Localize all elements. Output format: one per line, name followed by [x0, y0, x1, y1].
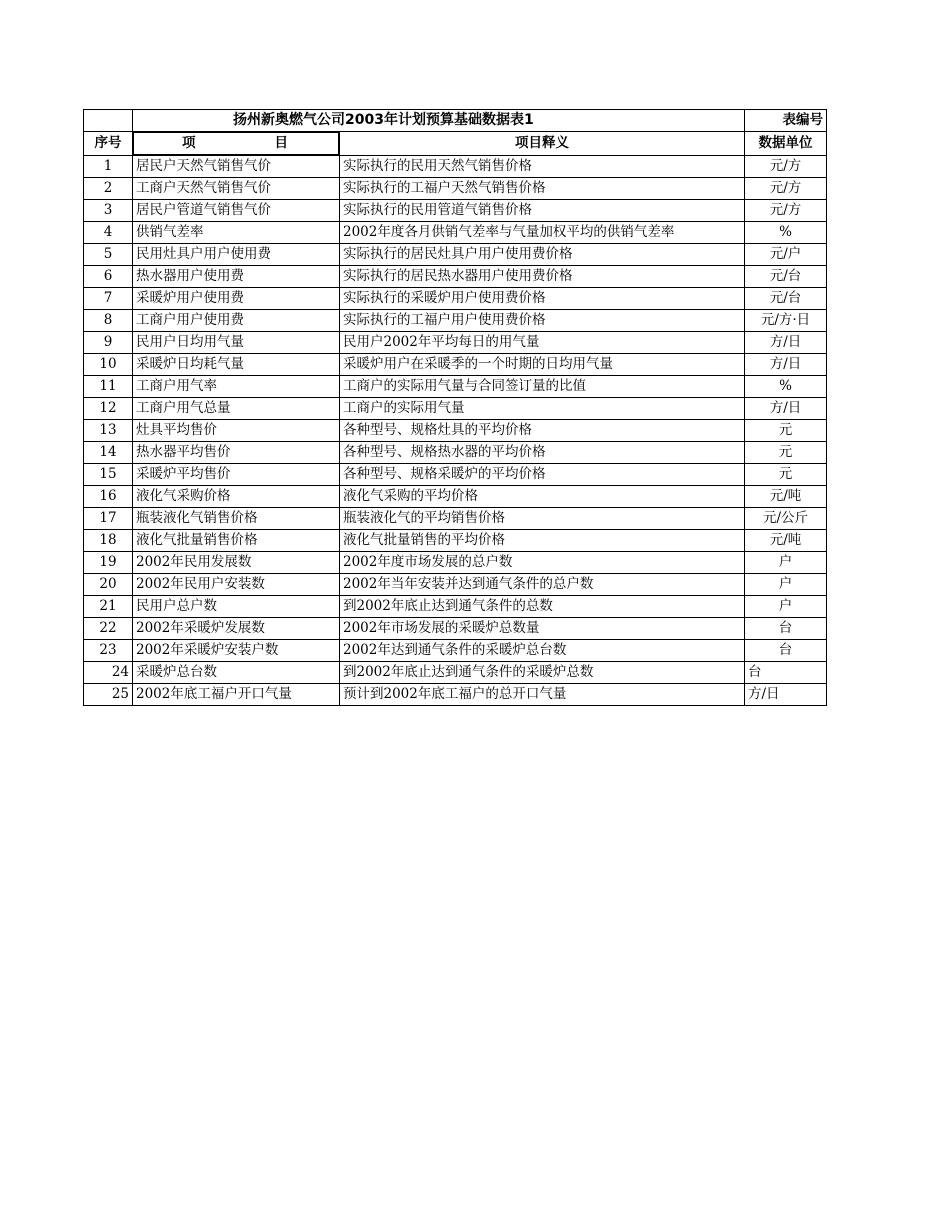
- table-row: [84, 508, 827, 530]
- row-number-cell[interactable]: 10: [84, 354, 133, 376]
- unit-cell[interactable]: 台: [745, 662, 827, 684]
- unit-cell[interactable]: %: [745, 222, 827, 244]
- sheet-body: [84, 110, 827, 706]
- table-row: [84, 552, 827, 574]
- table-row: [84, 464, 827, 486]
- item-name-cell[interactable]: 采暖炉平均售价: [133, 464, 340, 486]
- item-description-cell[interactable]: 2002年度市场发展的总户数: [340, 552, 745, 574]
- row-number-cell[interactable]: 22: [84, 618, 133, 640]
- table-row: [84, 332, 827, 354]
- table-row: [84, 288, 827, 310]
- table-row: [84, 354, 827, 376]
- table-row: [84, 156, 827, 178]
- unit-cell[interactable]: %: [745, 376, 827, 398]
- item-name-cell[interactable]: 灶具平均售价: [133, 420, 340, 442]
- item-description-cell[interactable]: 实际执行的工福户天然气销售价格: [340, 178, 745, 200]
- item-name-cell[interactable]: 2002年采暖炉安装户数: [133, 640, 340, 662]
- row-number-cell[interactable]: 4: [84, 222, 133, 244]
- header-description[interactable]: 项目释义: [340, 132, 745, 156]
- item-description-cell[interactable]: 民用户2002年平均每日的用气量: [340, 332, 745, 354]
- item-name-cell[interactable]: 工商户用气总量: [133, 398, 340, 420]
- item-description-cell[interactable]: 2002年达到通气条件的采暖炉总台数: [340, 640, 745, 662]
- unit-cell[interactable]: 方/日: [745, 332, 827, 354]
- unit-cell[interactable]: 台: [745, 640, 827, 662]
- item-name-cell[interactable]: 采暖炉用户使用费: [133, 288, 340, 310]
- row-number-cell[interactable]: 17: [84, 508, 133, 530]
- table-row: [84, 200, 827, 222]
- header-unit[interactable]: 数据单位: [745, 132, 827, 156]
- data-sheet: [83, 109, 827, 706]
- row-number-cell[interactable]: 21: [84, 596, 133, 618]
- item-description-cell[interactable]: 各种型号、规格热水器的平均价格: [340, 442, 745, 464]
- unit-cell[interactable]: 元/台: [745, 288, 827, 310]
- row-number-cell[interactable]: 20: [84, 574, 133, 596]
- table-row: [84, 420, 827, 442]
- unit-cell[interactable]: 方/日: [745, 354, 827, 376]
- header-item-left: 项: [182, 135, 196, 151]
- item-description-cell[interactable]: 2002年当年安装并达到通气条件的总户数: [340, 574, 745, 596]
- table-row: [84, 376, 827, 398]
- table-row: [84, 486, 827, 508]
- item-description-cell[interactable]: 实际执行的居民灶具户用户使用费价格: [340, 244, 745, 266]
- unit-cell[interactable]: 户: [745, 574, 827, 596]
- item-description-cell[interactable]: 预计到2002年底工福户的总开口气量: [340, 684, 745, 706]
- item-description-cell[interactable]: 液化气采购的平均价格: [340, 486, 745, 508]
- item-description-cell[interactable]: 2002年度各月供销气差率与气量加权平均的供销气差率: [340, 222, 745, 244]
- item-name-cell[interactable]: 民用户总户数: [133, 596, 340, 618]
- row-number-cell[interactable]: 2: [84, 178, 133, 200]
- item-name-cell[interactable]: 2002年底工福户开口气量: [133, 684, 340, 706]
- item-name-cell[interactable]: 采暖炉总台数: [133, 662, 340, 684]
- row-number-cell[interactable]: 24: [84, 662, 133, 684]
- title-blank-cell[interactable]: [84, 110, 133, 132]
- row-number-cell[interactable]: 7: [84, 288, 133, 310]
- unit-cell[interactable]: 户: [745, 552, 827, 574]
- row-number-cell[interactable]: 25: [84, 684, 133, 706]
- row-number-cell[interactable]: 9: [84, 332, 133, 354]
- header-item[interactable]: [133, 132, 339, 155]
- item-description-cell[interactable]: 采暖炉用户在采暖季的一个时期的日均用气量: [340, 354, 745, 376]
- unit-cell[interactable]: 元/台: [745, 266, 827, 288]
- unit-cell[interactable]: 元/方·日: [745, 310, 827, 332]
- item-name-cell[interactable]: 居民户管道气销售气价: [133, 200, 340, 222]
- item-name-cell[interactable]: 液化气采购价格: [133, 486, 340, 508]
- row-number-cell[interactable]: 1: [84, 156, 133, 178]
- item-description-cell[interactable]: 工商户的实际用气量与合同签订量的比值: [340, 376, 745, 398]
- title-cell[interactable]: [133, 110, 745, 132]
- item-name-cell[interactable]: 供销气差率: [133, 222, 340, 244]
- item-name-cell[interactable]: 瓶装液化气销售价格: [133, 508, 340, 530]
- item-name-cell[interactable]: 民用灶具户用户使用费: [133, 244, 340, 266]
- row-number-cell[interactable]: 13: [84, 420, 133, 442]
- item-name-cell[interactable]: 2002年采暖炉发展数: [133, 618, 340, 640]
- item-description-cell[interactable]: 各种型号、规格灶具的平均价格: [340, 420, 745, 442]
- row-number-cell[interactable]: 23: [84, 640, 133, 662]
- item-description-cell[interactable]: 实际执行的居民热水器用户使用费价格: [340, 266, 745, 288]
- item-name-cell[interactable]: 2002年民用户安装数: [133, 574, 340, 596]
- item-name-cell[interactable]: 热水器用户使用费: [133, 266, 340, 288]
- item-name-cell[interactable]: 热水器平均售价: [133, 442, 340, 464]
- item-description-cell[interactable]: 各种型号、规格采暖炉的平均价格: [340, 464, 745, 486]
- unit-cell[interactable]: 方/日: [745, 684, 827, 706]
- unit-cell[interactable]: 元/方: [745, 178, 827, 200]
- item-description-cell[interactable]: 瓶装液化气的平均销售价格: [340, 508, 745, 530]
- table-row: [84, 662, 827, 684]
- table-row: [84, 442, 827, 464]
- row-number-cell[interactable]: 11: [84, 376, 133, 398]
- item-description-cell[interactable]: 到2002年底止达到通气条件的采暖炉总数: [340, 662, 745, 684]
- item-description-cell[interactable]: 液化气批量销售的平均价格: [340, 530, 745, 552]
- unit-cell[interactable]: 元/吨: [745, 530, 827, 552]
- table-row: [84, 684, 827, 706]
- item-name-cell[interactable]: 2002年民用发展数: [133, 552, 340, 574]
- title-row: [84, 110, 827, 132]
- item-name-cell[interactable]: 居民户天然气销售气价: [133, 156, 340, 178]
- row-number-cell[interactable]: 19: [84, 552, 133, 574]
- item-name-cell[interactable]: 工商户天然气销售气价: [133, 178, 340, 200]
- table-row: [84, 618, 827, 640]
- item-name-cell[interactable]: 工商户用户使用费: [133, 310, 340, 332]
- unit-cell[interactable]: 台: [745, 618, 827, 640]
- item-description-cell[interactable]: 到2002年底止达到通气条件的总数: [340, 596, 745, 618]
- unit-cell[interactable]: 元/方: [745, 156, 827, 178]
- table-row: [84, 244, 827, 266]
- unit-cell[interactable]: 元/方: [745, 200, 827, 222]
- row-number-cell[interactable]: 16: [84, 486, 133, 508]
- item-description-cell[interactable]: 实际执行的工福户用户使用费价格: [340, 310, 745, 332]
- item-name-cell[interactable]: 采暖炉日均耗气量: [133, 354, 340, 376]
- table-row: [84, 596, 827, 618]
- unit-cell[interactable]: 元: [745, 442, 827, 464]
- header-row: [84, 132, 827, 156]
- table-row: [84, 178, 827, 200]
- table-row: [84, 530, 827, 552]
- row-number-cell[interactable]: 12: [84, 398, 133, 420]
- unit-cell[interactable]: 元/户: [745, 244, 827, 266]
- item-description-cell[interactable]: 实际执行的民用天然气销售价格: [340, 156, 745, 178]
- item-description-cell[interactable]: 实际执行的民用管道气销售价格: [340, 200, 745, 222]
- header-no[interactable]: 序号: [84, 132, 133, 156]
- row-number-cell[interactable]: 5: [84, 244, 133, 266]
- unit-cell[interactable]: 元: [745, 420, 827, 442]
- unit-cell[interactable]: 元: [745, 464, 827, 486]
- form-number-label[interactable]: 表编号: [745, 110, 827, 132]
- unit-cell[interactable]: 元/吨: [745, 486, 827, 508]
- table-row: [84, 310, 827, 332]
- item-name-cell[interactable]: 液化气批量销售价格: [133, 530, 340, 552]
- sheet-title: 扬州新奥燃气公司2003年计划预算基础数据表1: [233, 112, 534, 128]
- item-description-cell[interactable]: 2002年市场发展的采暖炉总数量: [340, 618, 745, 640]
- unit-cell[interactable]: 户: [745, 596, 827, 618]
- table-row: [84, 398, 827, 420]
- row-number-cell[interactable]: 18: [84, 530, 133, 552]
- table-row: [84, 222, 827, 244]
- table-row: [84, 574, 827, 596]
- item-description-cell[interactable]: 工商户的实际用气量: [340, 398, 745, 420]
- row-number-cell[interactable]: 8: [84, 310, 133, 332]
- header-item-right: 目: [274, 135, 288, 151]
- row-number-cell[interactable]: 6: [84, 266, 133, 288]
- row-number-cell[interactable]: 14: [84, 442, 133, 464]
- unit-cell[interactable]: 元/公斤: [745, 508, 827, 530]
- unit-cell[interactable]: 方/日: [745, 398, 827, 420]
- item-description-cell[interactable]: 实际执行的采暖炉用户使用费价格: [340, 288, 745, 310]
- table-row: [84, 266, 827, 288]
- table-row: [84, 640, 827, 662]
- row-number-cell[interactable]: 3: [84, 200, 133, 222]
- item-name-cell[interactable]: 民用户日均用气量: [133, 332, 340, 354]
- row-number-cell[interactable]: 15: [84, 464, 133, 486]
- item-name-cell[interactable]: 工商户用气率: [133, 376, 340, 398]
